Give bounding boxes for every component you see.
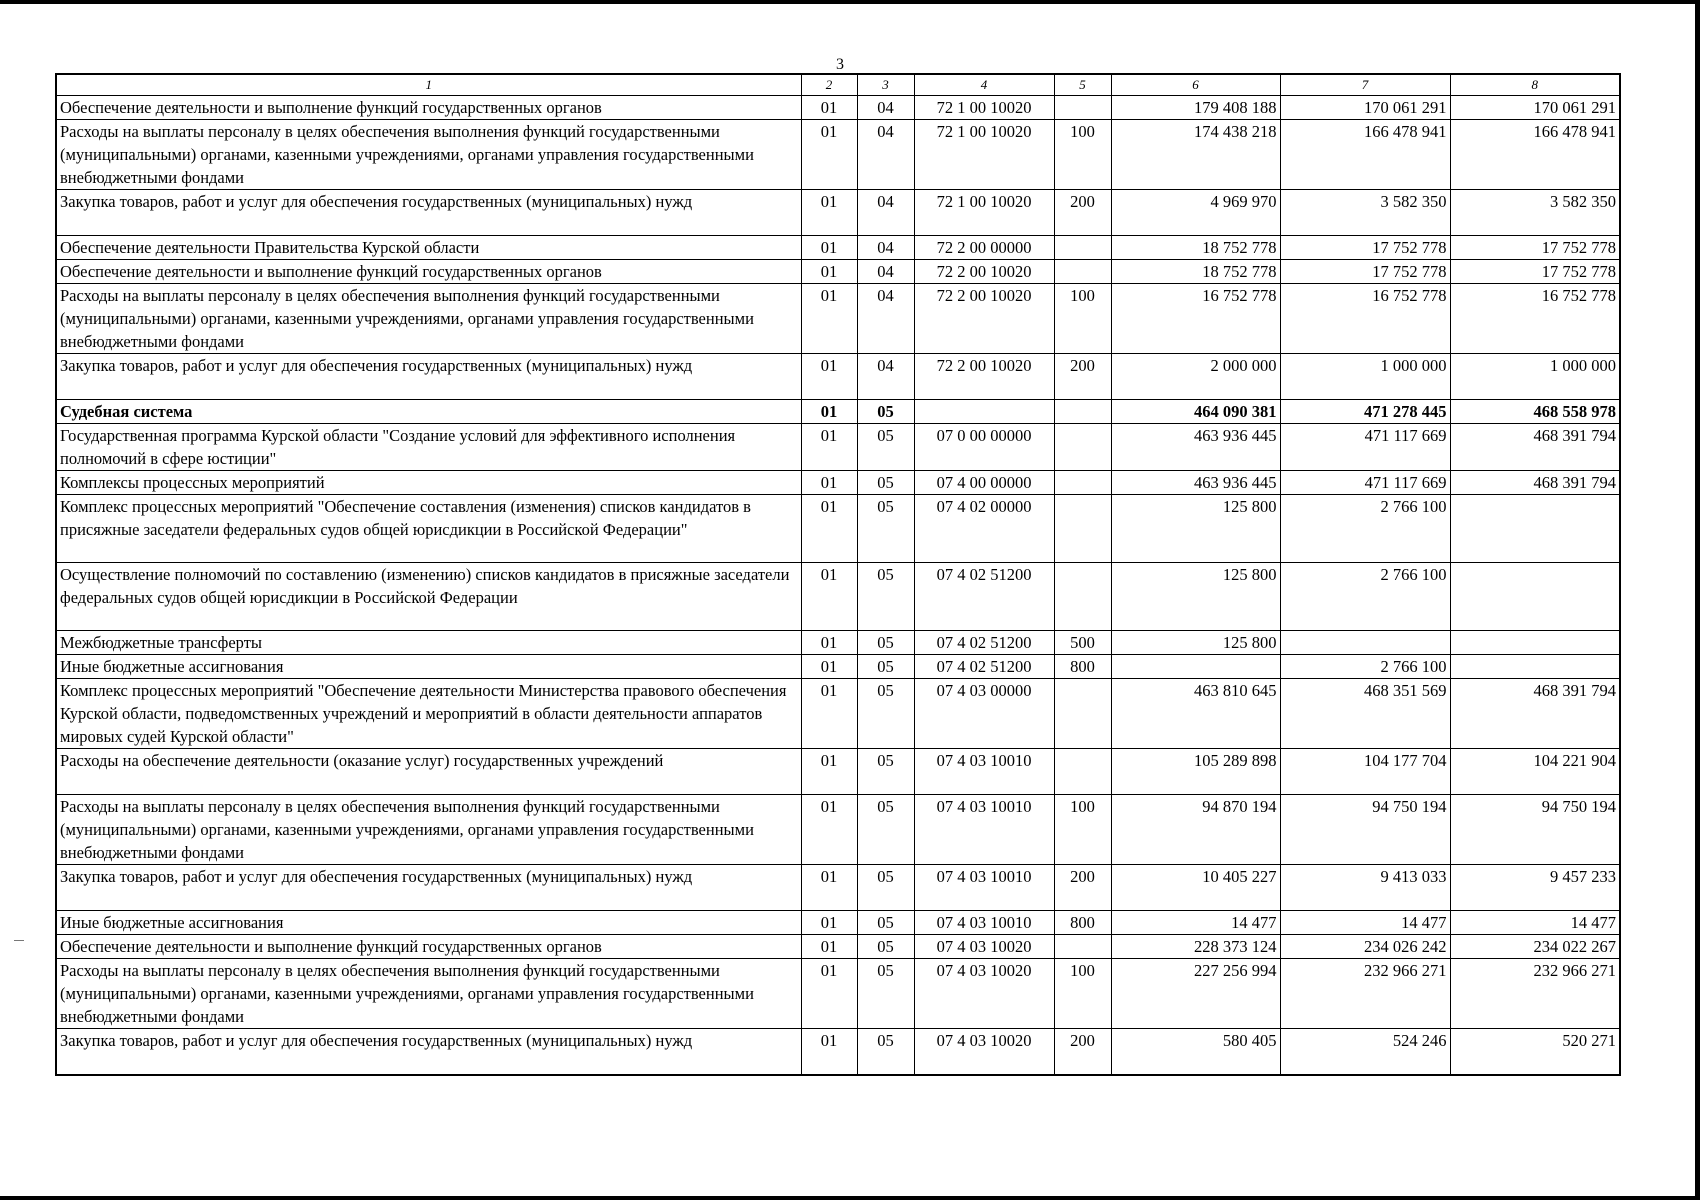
row-subsection-code: 04 xyxy=(857,96,914,120)
row-expense-type: 500 xyxy=(1054,631,1111,655)
row-section-code: 01 xyxy=(801,284,857,354)
row-subsection-code: 05 xyxy=(857,865,914,911)
row-amount-col7: 2 766 100 xyxy=(1280,563,1450,631)
row-section-code: 01 xyxy=(801,190,857,236)
row-amount-col7: 14 477 xyxy=(1280,911,1450,935)
row-target-article xyxy=(914,400,1054,424)
row-amount-col8: 468 558 978 xyxy=(1450,400,1620,424)
row-name: Закупка товаров, работ и услуг для обеспечения государственных (муниципальных) нужд xyxy=(56,190,801,236)
row-subsection-code: 04 xyxy=(857,284,914,354)
row-amount-col6: 125 800 xyxy=(1111,631,1280,655)
row-section-code: 01 xyxy=(801,865,857,911)
row-amount-col8 xyxy=(1450,631,1620,655)
row-subsection-code: 04 xyxy=(857,236,914,260)
row-amount-col6: 125 800 xyxy=(1111,495,1280,563)
table-row xyxy=(56,284,1620,354)
row-amount-col8: 520 271 xyxy=(1450,1029,1620,1076)
budget-table xyxy=(55,73,1621,1076)
row-amount-col7: 17 752 778 xyxy=(1280,236,1450,260)
row-amount-col7: 234 026 242 xyxy=(1280,935,1450,959)
row-subsection-code: 05 xyxy=(857,959,914,1029)
row-amount-col6: 94 870 194 xyxy=(1111,795,1280,865)
row-section-code: 01 xyxy=(801,120,857,190)
row-section-code: 01 xyxy=(801,749,857,795)
row-amount-col6: 580 405 xyxy=(1111,1029,1280,1076)
row-expense-type xyxy=(1054,260,1111,284)
row-target-article: 72 1 00 10020 xyxy=(914,96,1054,120)
table-row xyxy=(56,749,1620,795)
row-amount-col6: 463 936 445 xyxy=(1111,471,1280,495)
row-name: Закупка товаров, работ и услуг для обеспечения государственных (муниципальных) нужд xyxy=(56,865,801,911)
row-target-article: 07 4 03 00000 xyxy=(914,679,1054,749)
row-target-article: 72 1 00 10020 xyxy=(914,120,1054,190)
row-section-code: 01 xyxy=(801,400,857,424)
row-subsection-code: 04 xyxy=(857,190,914,236)
page-number: 3 xyxy=(836,56,844,73)
row-section-code: 01 xyxy=(801,495,857,563)
row-subsection-code: 05 xyxy=(857,400,914,424)
row-name: Расходы на выплаты персоналу в целях обеспечения выполнения функций государственными (муниципальными) органами, казенными учреждениями, органами управления государственными внебюджетными фондами xyxy=(56,120,801,190)
row-target-article: 07 4 02 51200 xyxy=(914,563,1054,631)
row-subsection-code: 05 xyxy=(857,1029,914,1076)
row-name: Расходы на выплаты персоналу в целях обеспечения выполнения функций государственными (муниципальными) органами, казенными учреждениями, органами управления государственными внебюджетными фондами xyxy=(56,795,801,865)
row-name: Обеспечение деятельности и выполнение функций государственных органов xyxy=(56,260,801,284)
row-expense-type xyxy=(1054,495,1111,563)
table-row xyxy=(56,400,1620,424)
row-target-article: 07 0 00 00000 xyxy=(914,424,1054,471)
row-name: Комплекс процессных мероприятий "Обеспечение составления (изменения) списков кандидатов в присяжные заседатели федеральных судов общей юрисдикции в Российской Федерации" xyxy=(56,495,801,563)
row-name: Обеспечение деятельности и выполнение функций государственных органов xyxy=(56,96,801,120)
row-subsection-code: 05 xyxy=(857,935,914,959)
col-header-7: 7 xyxy=(1280,74,1450,96)
row-expense-type xyxy=(1054,400,1111,424)
row-amount-col6: 105 289 898 xyxy=(1111,749,1280,795)
row-amount-col6: 228 373 124 xyxy=(1111,935,1280,959)
row-expense-type xyxy=(1054,471,1111,495)
row-name: Обеспечение деятельности Правительства Курской области xyxy=(56,236,801,260)
row-amount-col8: 468 391 794 xyxy=(1450,424,1620,471)
row-subsection-code: 05 xyxy=(857,471,914,495)
row-name: Осуществление полномочий по составлению (изменению) списков кандидатов в присяжные заседатели федеральных судов общей юрисдикции в Российской Федерации xyxy=(56,563,801,631)
row-amount-col7: 104 177 704 xyxy=(1280,749,1450,795)
table-row xyxy=(56,236,1620,260)
row-amount-col7: 2 766 100 xyxy=(1280,495,1450,563)
row-target-article: 07 4 03 10010 xyxy=(914,795,1054,865)
row-section-code: 01 xyxy=(801,959,857,1029)
row-name: Комплекс процессных мероприятий "Обеспечение деятельности Министерства правового обеспечения Курской области, подведомственных учреждений и мероприятий в области деятельности аппаратов мировых судей Курской области" xyxy=(56,679,801,749)
row-section-code: 01 xyxy=(801,631,857,655)
row-amount-col6: 18 752 778 xyxy=(1111,236,1280,260)
row-name: Государственная программа Курской области "Создание условий для эффективного исполнения полномочий в сфере юстиции" xyxy=(56,424,801,471)
row-amount-col7: 3 582 350 xyxy=(1280,190,1450,236)
row-target-article: 07 4 02 00000 xyxy=(914,495,1054,563)
row-section-code: 01 xyxy=(801,655,857,679)
row-name: Судебная система xyxy=(56,400,801,424)
row-amount-col8: 1 000 000 xyxy=(1450,354,1620,400)
row-section-code: 01 xyxy=(801,424,857,471)
row-amount-col8: 94 750 194 xyxy=(1450,795,1620,865)
row-name: Закупка товаров, работ и услуг для обеспечения государственных (муниципальных) нужд xyxy=(56,1029,801,1076)
row-amount-col8: 170 061 291 xyxy=(1450,96,1620,120)
row-expense-type: 800 xyxy=(1054,911,1111,935)
row-expense-type xyxy=(1054,935,1111,959)
row-expense-type xyxy=(1054,563,1111,631)
row-amount-col8: 3 582 350 xyxy=(1450,190,1620,236)
row-target-article: 72 2 00 00000 xyxy=(914,236,1054,260)
row-name: Комплексы процессных мероприятий xyxy=(56,471,801,495)
row-amount-col6: 464 090 381 xyxy=(1111,400,1280,424)
row-amount-col8: 234 022 267 xyxy=(1450,935,1620,959)
col-header-2: 2 xyxy=(801,74,857,96)
table-row xyxy=(56,260,1620,284)
row-expense-type: 200 xyxy=(1054,354,1111,400)
row-name: Межбюджетные трансферты xyxy=(56,631,801,655)
row-expense-type xyxy=(1054,424,1111,471)
col-header-3: 3 xyxy=(857,74,914,96)
row-amount-col7: 232 966 271 xyxy=(1280,959,1450,1029)
col-header-8: 8 xyxy=(1450,74,1620,96)
row-expense-type: 800 xyxy=(1054,655,1111,679)
row-expense-type xyxy=(1054,236,1111,260)
row-target-article: 72 2 00 10020 xyxy=(914,284,1054,354)
row-amount-col8: 104 221 904 xyxy=(1450,749,1620,795)
row-amount-col8: 468 391 794 xyxy=(1450,471,1620,495)
row-subsection-code: 05 xyxy=(857,795,914,865)
scan-mark xyxy=(14,940,24,941)
table-row xyxy=(56,959,1620,1029)
row-amount-col8: 232 966 271 xyxy=(1450,959,1620,1029)
table-row xyxy=(56,563,1620,631)
table-row xyxy=(56,795,1620,865)
row-amount-col7 xyxy=(1280,631,1450,655)
table-row xyxy=(56,96,1620,120)
row-subsection-code: 04 xyxy=(857,354,914,400)
row-amount-col8: 468 391 794 xyxy=(1450,679,1620,749)
row-amount-col6: 463 936 445 xyxy=(1111,424,1280,471)
row-amount-col7: 471 117 669 xyxy=(1280,424,1450,471)
row-subsection-code: 05 xyxy=(857,749,914,795)
row-target-article: 07 4 02 51200 xyxy=(914,655,1054,679)
row-amount-col6: 16 752 778 xyxy=(1111,284,1280,354)
table-row xyxy=(56,120,1620,190)
table-row xyxy=(56,865,1620,911)
row-amount-col7: 17 752 778 xyxy=(1280,260,1450,284)
row-name: Закупка товаров, работ и услуг для обеспечения государственных (муниципальных) нужд xyxy=(56,354,801,400)
table-row xyxy=(56,471,1620,495)
row-expense-type: 100 xyxy=(1054,959,1111,1029)
row-amount-col8: 16 752 778 xyxy=(1450,284,1620,354)
row-amount-col7: 471 278 445 xyxy=(1280,400,1450,424)
row-section-code: 01 xyxy=(801,563,857,631)
row-amount-col7: 94 750 194 xyxy=(1280,795,1450,865)
row-name: Обеспечение деятельности и выполнение функций государственных органов xyxy=(56,935,801,959)
row-amount-col7: 524 246 xyxy=(1280,1029,1450,1076)
row-target-article: 07 4 03 10020 xyxy=(914,959,1054,1029)
row-amount-col6: 18 752 778 xyxy=(1111,260,1280,284)
row-section-code: 01 xyxy=(801,96,857,120)
row-amount-col6: 2 000 000 xyxy=(1111,354,1280,400)
row-amount-col8: 9 457 233 xyxy=(1450,865,1620,911)
row-amount-col7: 471 117 669 xyxy=(1280,471,1450,495)
table-row xyxy=(56,495,1620,563)
col-header-4: 4 xyxy=(914,74,1054,96)
row-target-article: 07 4 00 00000 xyxy=(914,471,1054,495)
row-subsection-code: 05 xyxy=(857,631,914,655)
row-amount-col7: 9 413 033 xyxy=(1280,865,1450,911)
row-amount-col7: 2 766 100 xyxy=(1280,655,1450,679)
row-expense-type xyxy=(1054,96,1111,120)
row-name: Расходы на выплаты персоналу в целях обеспечения выполнения функций государственными (муниципальными) органами, казенными учреждениями, органами управления государственными внебюджетными фондами xyxy=(56,959,801,1029)
row-amount-col7: 468 351 569 xyxy=(1280,679,1450,749)
row-amount-col6: 14 477 xyxy=(1111,911,1280,935)
row-amount-col7: 166 478 941 xyxy=(1280,120,1450,190)
table-row xyxy=(56,631,1620,655)
row-expense-type: 100 xyxy=(1054,795,1111,865)
row-section-code: 01 xyxy=(801,260,857,284)
row-subsection-code: 05 xyxy=(857,495,914,563)
row-target-article: 72 1 00 10020 xyxy=(914,190,1054,236)
row-amount-col6: 179 408 188 xyxy=(1111,96,1280,120)
table-row xyxy=(56,679,1620,749)
row-name: Иные бюджетные ассигнования xyxy=(56,655,801,679)
row-section-code: 01 xyxy=(801,911,857,935)
row-amount-col8 xyxy=(1450,655,1620,679)
row-name: Иные бюджетные ассигнования xyxy=(56,911,801,935)
row-amount-col6: 125 800 xyxy=(1111,563,1280,631)
col-header-5: 5 xyxy=(1054,74,1111,96)
row-amount-col6 xyxy=(1111,655,1280,679)
row-amount-col7: 1 000 000 xyxy=(1280,354,1450,400)
row-target-article: 07 4 03 10010 xyxy=(914,749,1054,795)
row-subsection-code: 04 xyxy=(857,120,914,190)
row-section-code: 01 xyxy=(801,935,857,959)
row-subsection-code: 04 xyxy=(857,260,914,284)
row-subsection-code: 05 xyxy=(857,655,914,679)
row-amount-col8: 14 477 xyxy=(1450,911,1620,935)
row-amount-col6: 463 810 645 xyxy=(1111,679,1280,749)
row-expense-type: 100 xyxy=(1054,284,1111,354)
table-row xyxy=(56,935,1620,959)
row-section-code: 01 xyxy=(801,795,857,865)
row-target-article: 07 4 03 10020 xyxy=(914,1029,1054,1076)
row-amount-col8 xyxy=(1450,495,1620,563)
row-amount-col8: 17 752 778 xyxy=(1450,260,1620,284)
row-amount-col8 xyxy=(1450,563,1620,631)
row-name: Расходы на выплаты персоналу в целях обеспечения выполнения функций государственными (муниципальными) органами, казенными учреждениями, органами управления государственными внебюджетными фондами xyxy=(56,284,801,354)
row-target-article: 07 4 03 10010 xyxy=(914,911,1054,935)
row-expense-type xyxy=(1054,679,1111,749)
table-row xyxy=(56,911,1620,935)
row-target-article: 07 4 02 51200 xyxy=(914,631,1054,655)
row-subsection-code: 05 xyxy=(857,679,914,749)
table-row xyxy=(56,655,1620,679)
table-row xyxy=(56,354,1620,400)
row-amount-col6: 227 256 994 xyxy=(1111,959,1280,1029)
row-subsection-code: 05 xyxy=(857,911,914,935)
col-header-6: 6 xyxy=(1111,74,1280,96)
row-section-code: 01 xyxy=(801,354,857,400)
row-target-article: 72 2 00 10020 xyxy=(914,354,1054,400)
row-section-code: 01 xyxy=(801,471,857,495)
row-target-article: 72 2 00 10020 xyxy=(914,260,1054,284)
col-header-1: 1 xyxy=(56,74,801,96)
row-amount-col6: 10 405 227 xyxy=(1111,865,1280,911)
row-amount-col6: 174 438 218 xyxy=(1111,120,1280,190)
row-amount-col6: 4 969 970 xyxy=(1111,190,1280,236)
row-expense-type: 200 xyxy=(1054,190,1111,236)
row-amount-col7: 170 061 291 xyxy=(1280,96,1450,120)
table-body xyxy=(56,96,1620,1076)
row-expense-type: 200 xyxy=(1054,865,1111,911)
row-amount-col8: 17 752 778 xyxy=(1450,236,1620,260)
table-row xyxy=(56,424,1620,471)
row-target-article: 07 4 03 10020 xyxy=(914,935,1054,959)
row-section-code: 01 xyxy=(801,679,857,749)
row-expense-type: 200 xyxy=(1054,1029,1111,1076)
column-header-row xyxy=(56,74,1620,96)
row-subsection-code: 05 xyxy=(857,563,914,631)
row-amount-col7: 16 752 778 xyxy=(1280,284,1450,354)
row-expense-type: 100 xyxy=(1054,120,1111,190)
row-section-code: 01 xyxy=(801,236,857,260)
row-subsection-code: 05 xyxy=(857,424,914,471)
row-amount-col8: 166 478 941 xyxy=(1450,120,1620,190)
row-expense-type xyxy=(1054,749,1111,795)
table-row xyxy=(56,1029,1620,1076)
row-target-article: 07 4 03 10010 xyxy=(914,865,1054,911)
row-name: Расходы на обеспечение деятельности (оказание услуг) государственных учреждений xyxy=(56,749,801,795)
row-section-code: 01 xyxy=(801,1029,857,1076)
table-row xyxy=(56,190,1620,236)
